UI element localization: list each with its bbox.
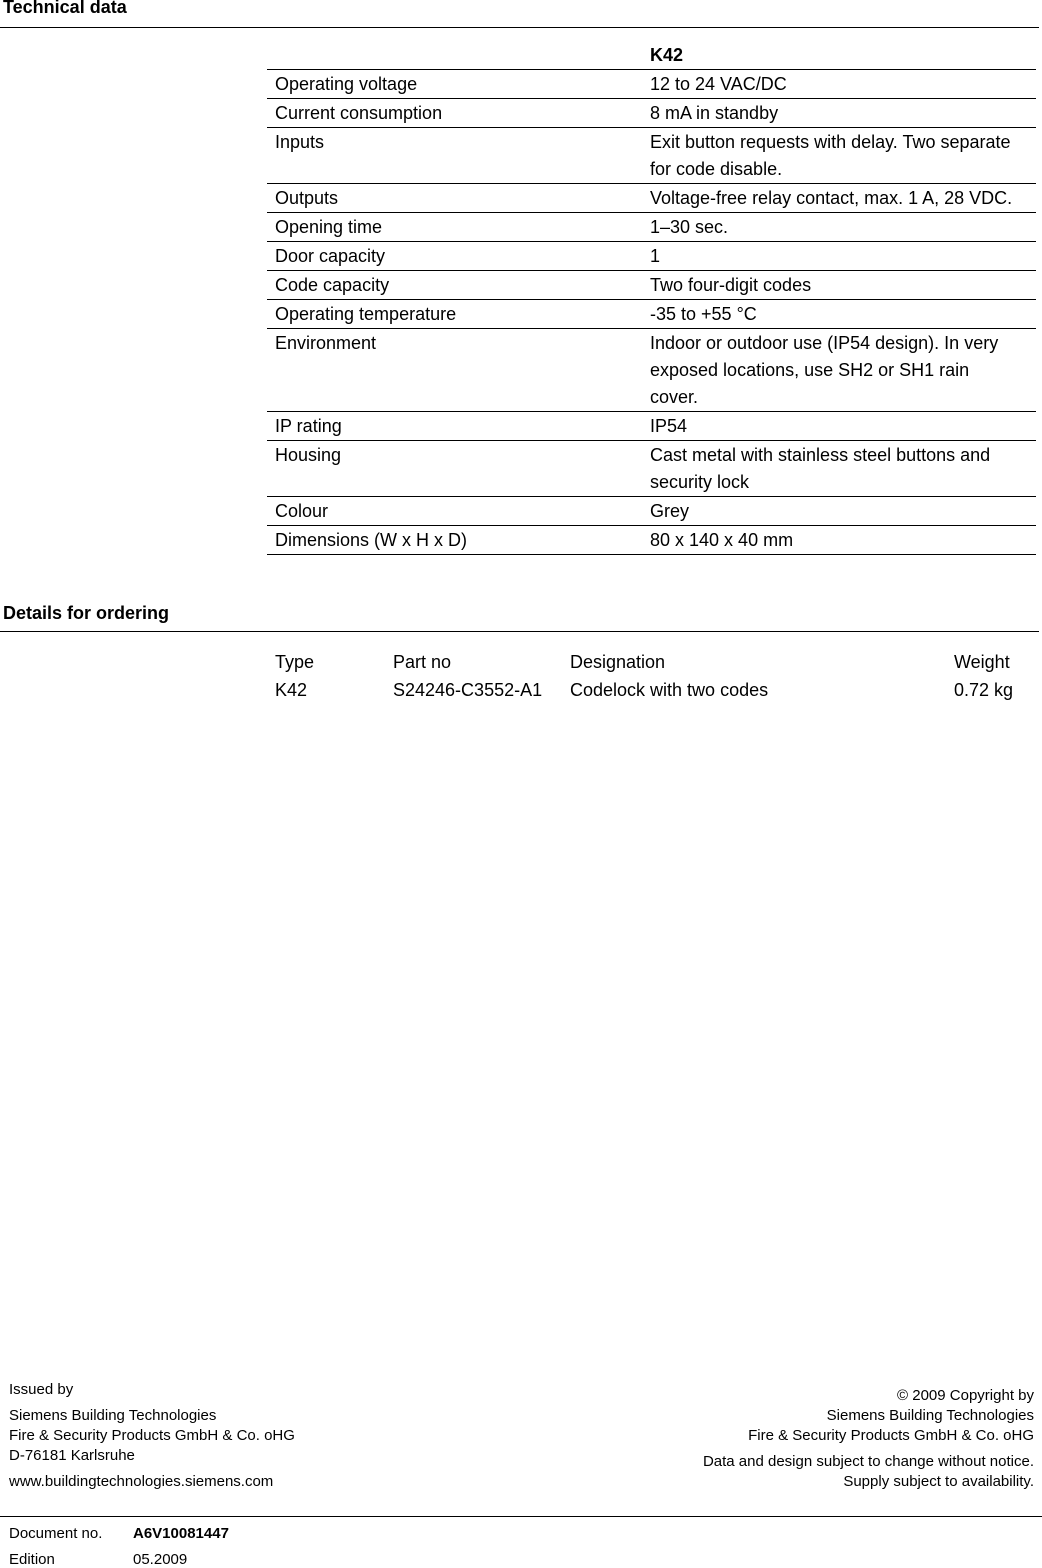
table-row: [267, 242, 1036, 271]
issuer-division: Fire & Security Products GmbH & Co. oHG: [9, 1427, 295, 1444]
section-divider: [0, 631, 1039, 632]
footer-divider: [0, 1516, 1042, 1517]
change-notice: Data and design subject to change without notice.: [702, 1453, 1034, 1470]
issuer-block: [9, 1380, 295, 1492]
table-row: [267, 329, 1036, 412]
table-row: [267, 213, 1036, 242]
table-row: [267, 99, 1036, 128]
row-label: Housing: [275, 445, 342, 465]
row-value: IP54: [650, 416, 688, 436]
table-row: [267, 441, 1036, 497]
header-weight: Weight: [954, 652, 1010, 672]
table-header-row: [267, 41, 1036, 70]
header-designation: Designation: [570, 652, 666, 672]
row-value: Indoor or outdoor use (IP54 design). In very exposed locations, use SH2 or SH1 rain cover.: [650, 333, 999, 407]
document-number: A6V10081447: [133, 1525, 229, 1542]
copyright-company: Siemens Building Technologies: [826, 1407, 1034, 1424]
row-label: Outputs: [275, 188, 339, 208]
technical-data-table: [267, 41, 1036, 555]
row-label: Colour: [275, 501, 329, 521]
row-value: 80 x 140 x 40 mm: [650, 530, 794, 550]
issuer-address: D-76181 Karlsruhe: [9, 1447, 135, 1464]
row-value: Cast metal with stainless steel buttons and security lock: [650, 445, 991, 492]
row-label: Door capacity: [275, 246, 386, 266]
item-designation: Codelock with two codes: [570, 680, 769, 700]
row-value: Voltage-free relay contact, max. 1 A, 28 VDC.: [650, 188, 1013, 208]
item-part-no: S24246-C3552-A1: [393, 680, 543, 700]
row-label: Code capacity: [275, 275, 390, 295]
row-value: 1–30 sec.: [650, 217, 729, 237]
ordering-heading: Details for ordering: [3, 603, 170, 623]
header-part-no: Part no: [393, 652, 452, 672]
ordering-table: [275, 648, 1035, 704]
row-label: Operating temperature: [275, 304, 457, 324]
copyright-line: © 2009 Copyright by: [897, 1387, 1034, 1404]
edition-value: 05.2009: [133, 1551, 188, 1568]
technical-data-heading: Technical data: [3, 0, 127, 17]
row-value: Exit button requests with delay. Two separate for code disable.: [650, 132, 1011, 179]
row-label: Opening time: [275, 217, 383, 237]
table-row: [267, 128, 1036, 184]
model-header: K42: [650, 45, 684, 65]
row-value: -35 to +55 °C: [650, 304, 757, 324]
issued-by-label: Issued by: [9, 1381, 74, 1398]
edition-label: Edition: [9, 1551, 55, 1568]
row-label: Current consumption: [275, 103, 443, 123]
row-label: Operating voltage: [275, 74, 418, 94]
row-value: 12 to 24 VAC/DC: [650, 74, 787, 94]
row-value: 1: [650, 246, 661, 266]
issuer-company: Siemens Building Technologies: [9, 1407, 217, 1424]
row-value: 8 mA in standby: [650, 103, 779, 123]
ordering-item-row: [275, 676, 1035, 704]
table-row: [267, 271, 1036, 300]
issuer-website: www.buildingtechnologies.siemens.com: [9, 1473, 274, 1490]
document-number-row: [9, 1525, 229, 1542]
edition-row: [9, 1551, 187, 1568]
item-weight: 0.72 kg: [954, 680, 1014, 700]
table-row: [267, 497, 1036, 526]
document-number-label: Document no.: [9, 1525, 103, 1542]
row-label: IP rating: [275, 416, 342, 436]
row-label: Dimensions (W x H x D): [275, 530, 468, 550]
table-row: [267, 184, 1036, 213]
table-row: [267, 300, 1036, 329]
copyright-block: [703, 1386, 1034, 1492]
header-empty-cell: [267, 42, 650, 69]
row-value: Grey: [650, 501, 690, 521]
ordering-header-row: [275, 648, 1035, 676]
supply-notice: Supply subject to availability.: [843, 1473, 1034, 1490]
row-label: Inputs: [275, 132, 325, 152]
section-divider: [0, 27, 1039, 28]
copyright-division: Fire & Security Products GmbH & Co. oHG: [748, 1427, 1034, 1444]
header-type: Type: [275, 652, 315, 672]
table-row: [267, 412, 1036, 441]
item-type: K42: [275, 680, 308, 700]
row-label: Environment: [275, 333, 377, 353]
row-value: Two four-digit codes: [650, 275, 812, 295]
table-row: [267, 526, 1036, 555]
table-row: [267, 70, 1036, 99]
